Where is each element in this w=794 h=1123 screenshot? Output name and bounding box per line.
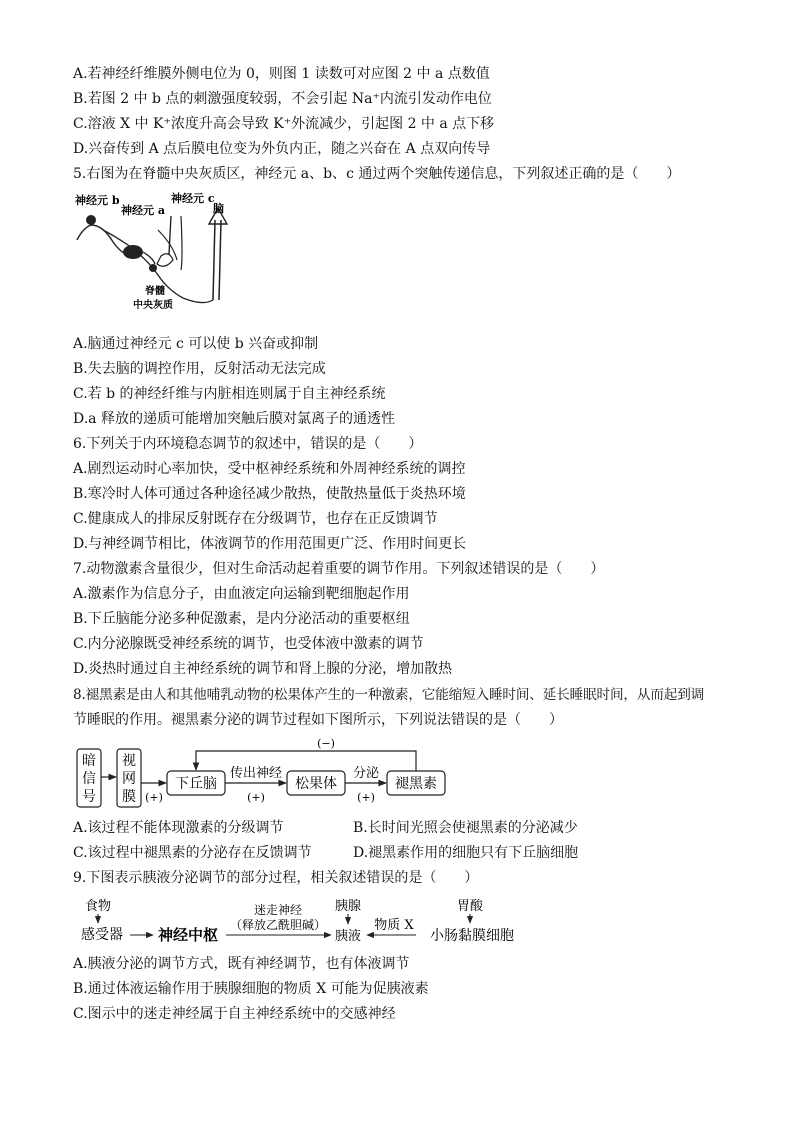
text-hypothalamus: 下丘脑 — [175, 776, 217, 792]
q4-option-c: C.溶液 X 中 K⁺浓度升高会导致 K⁺外流减少，引起图 2 中 a 点下移 — [73, 116, 495, 132]
label-acetylcholine: （释放乙酰胆碱） — [229, 918, 327, 932]
label-efferent: 传出神经 — [229, 766, 283, 781]
q4-option-d: D.兴奋传到 A 点后膜电位变为外负内正，随之兴奋在 A 点双向传导 — [73, 141, 491, 157]
text-pineal: 松果体 — [295, 776, 337, 792]
plus-label-2: (+) — [247, 791, 265, 804]
label-food: 食物 — [84, 899, 112, 914]
text-dark-3: 号 — [82, 789, 96, 805]
pancreatic-secretion-diagram — [76, 892, 536, 948]
text-retina-2: 网 — [122, 771, 136, 787]
q4-option-b: B.若图 2 中 b 点的刺激强度较弱，不会引起 Na⁺内流引发动作电位 — [73, 91, 492, 107]
label-neuron-a: 神经元 a — [121, 204, 165, 217]
label-neuron-c: 神经元 c — [171, 192, 215, 205]
text-retina-1: 视 — [122, 753, 136, 769]
q5-stem: 5.右图为在脊髓中央灰质区，神经元 a、b、c 通过两个突触传递信息，下列叙述正确的是（ ） — [73, 166, 681, 182]
q5-option-d: D.a 释放的递质可能增加突触后膜对氯离子的通透性 — [73, 411, 395, 427]
q4-option-a: A.若神经纤维膜外侧电位为 0，则图 1 读数可对应图 2 中 a 点数值 — [73, 66, 490, 82]
q8-option-a: A.该过程不能体现激素的分级调节 — [73, 820, 284, 836]
q6-option-b: B.寒冷时人体可通过各种途径减少散热，使散热量低于炎热环境 — [73, 486, 466, 502]
label-pancreatic-juice: 胰液 — [334, 929, 362, 944]
q5-option-a: A.脑通过神经元 c 可以使 b 兴奋或抑制 — [73, 336, 319, 352]
plus-label-3: (+) — [357, 791, 375, 804]
label-intestinal-cells: 小肠黏膜细胞 — [430, 928, 514, 944]
label-gastric-acid: 胃酸 — [456, 899, 484, 914]
label-vagus: 迷走神经 — [253, 903, 303, 917]
q8-options-row-2 — [73, 844, 579, 862]
label-secrete: 分泌 — [352, 766, 380, 781]
spinal-cord-neuron-figure — [73, 190, 243, 320]
label-neuron-b: 神经元 b — [75, 194, 120, 207]
q8-stem-line1: 8.褪黑素是由人和其他哺乳动物的松果体产生的一种激素，它能缩短入睡时间、延长睡眠时间，从而起到调 — [73, 687, 705, 703]
text-retina-3: 膜 — [122, 789, 136, 805]
q9-stem: 9.下图表示胰液分泌调节的部分过程，相关叙述错误的是（ ） — [73, 870, 479, 886]
melatonin-regulation-diagram — [73, 735, 453, 810]
label-pancreas: 胰腺 — [334, 899, 362, 914]
q6-option-d: D.与神经调节相比，体液调节的作用范围更广泛、作用时间更长 — [73, 536, 467, 552]
text-dark-1: 暗 — [82, 753, 96, 769]
text-melatonin: 褪黑素 — [395, 776, 437, 792]
q9-option-b: B.通过体液运输作用于胰腺细胞的物质 X 可能为促胰液素 — [73, 981, 429, 997]
q9-option-a: A.胰液分泌的调节方式，既有神经调节，也有体液调节 — [73, 956, 410, 972]
q5-option-b: B.失去脑的调控作用，反射活动无法完成 — [73, 361, 326, 377]
q6-stem: 6.下列关于内环境稳态调节的叙述中，错误的是（ ） — [73, 436, 423, 452]
minus-label: (−) — [317, 737, 335, 750]
q7-option-b: B.下丘脑能分泌多种促激素，是内分泌活动的重要枢纽 — [73, 611, 410, 627]
q8-option-b: B.长时间光照会使褪黑素的分泌减少 — [353, 820, 578, 836]
q7-option-a: A.激素作为信息分子，由血液定向运输到靶细胞起作用 — [73, 586, 410, 602]
q8-stem-line2: 节睡眠的作用。褪黑素分泌的调节过程如下图所示，下列说法错误的是（ ） — [73, 712, 563, 728]
q5-option-c: C.若 b 的神经纤维与内脏相连则属于自主神经系统 — [73, 386, 386, 402]
label-gray-matter: 中央灰质 — [133, 300, 173, 311]
label-spinal-cord: 脊髓 — [145, 286, 165, 297]
q7-option-c: C.内分泌腺既受神经系统的调节，也受体液中激素的调节 — [73, 636, 424, 652]
q8-option-c: C.该过程中褪黑素的分泌存在反馈调节 — [73, 845, 312, 861]
q7-stem: 7.动物激素含量很少，但对生命活动起着重要的调节作用。下列叙述错误的是（ ） — [73, 561, 605, 577]
label-brain: 脑 — [213, 202, 224, 215]
label-receptor: 感受器 — [81, 927, 123, 943]
q8-option-d: D.褪黑素作用的细胞只有下丘脑细胞 — [353, 845, 579, 861]
label-substance-x: 物质 X — [374, 918, 414, 933]
label-nerve-center: 神经中枢 — [157, 926, 219, 944]
plus-label-1: (+) — [145, 791, 163, 804]
q9-option-c: C.图示中的迷走神经属于自主神经系统中的交感神经 — [73, 1006, 396, 1022]
q6-option-a: A.剧烈运动时心率加快，受中枢神经系统和外周神经系统的调控 — [73, 461, 466, 477]
q6-option-c: C.健康成人的排尿反射既存在分级调节，也存在正反馈调节 — [73, 511, 438, 527]
q7-option-d: D.炎热时通过自主神经系统的调节和肾上腺的分泌，增加散热 — [73, 661, 453, 677]
q8-options-row-1 — [73, 819, 578, 837]
text-dark-2: 信 — [82, 771, 96, 787]
